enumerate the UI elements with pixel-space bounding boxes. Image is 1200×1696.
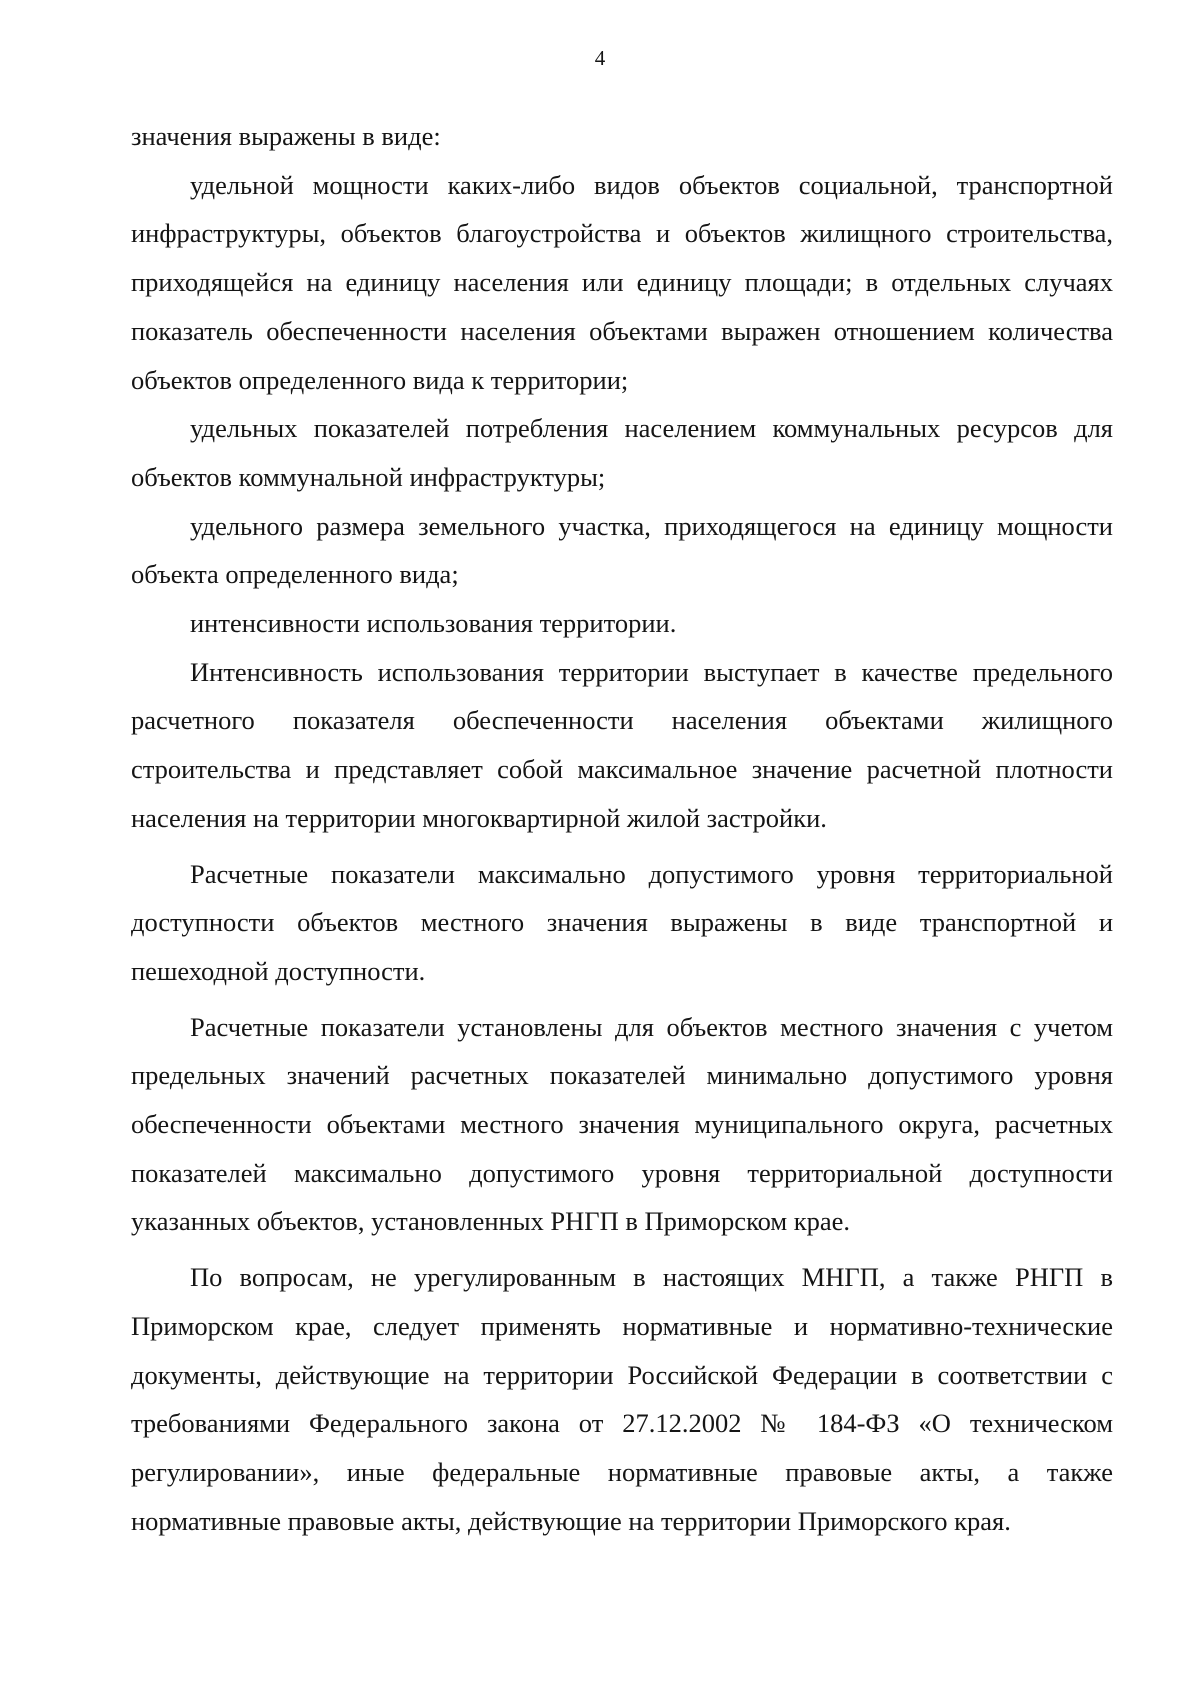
paragraph-specific-capacity: удельной мощности каких-либо видов объектов социальной, транспортной инфраструктуры, объектов благоустройства и объектов жилищного строительства, приходящейся на единицу населения или единицу площади; в отдельных случаях показатель обеспеченности населения объектами выражен отношением количества объектов определенного вида к территории; <box>131 169 1113 395</box>
paragraph-accessibility: Расчетные показатели максимально допустимого уровня территориальной доступности объектов местного значения выражены в виде транспортной и пешеходной доступности. <box>131 858 1113 986</box>
paragraph-consumption-indicators: удельных показателей потребления населением коммунальных ресурсов для объектов коммунальной инфраструктуры; <box>131 413 1113 492</box>
paragraph-regulatory-documents: По вопросам, не урегулированным в настоящих МНГП, а также РНГП в Приморском крае, следует применять нормативные и нормативно-технические документы, действующие на территории Российской Федерации в соответствии с требованиями Федерального закона от 27.12.2002 № 184-ФЗ «О техническом регулировании», иные федеральные нормативные правовые акты, а также нормативные правовые акты, действующие на территории Приморского края. <box>131 1262 1113 1536</box>
paragraph-usage-intensity: интенсивности использования территории. <box>190 608 677 639</box>
paragraph-continuation: значения выражены в виде: <box>131 121 441 151</box>
document-body <box>131 112 1113 1545</box>
page-number: 4 <box>594 46 606 70</box>
paragraph-intensity-definition: Интенсивность использования территории выступает в качестве предельного расчетного показателя обеспеченности населения объектами жилищного строительства и представляет собой максимальное значение расчетной плотности населения на территории многоквартирной жилой застройки. <box>131 656 1113 833</box>
paragraph-established-indicators: Расчетные показатели установлены для объектов местного значения с учетом предельных значений расчетных показателей минимально допустимого уровня обеспеченности объектами местного значения муниципального округа, расчетных показателей максимально допустимого уровня территориальной доступности указанных объектов, установленных РНГП в Приморском крае. <box>131 1011 1113 1237</box>
paragraph-land-plot-size: удельного размера земельного участка, приходящегося на единицу мощности объекта определенного вида; <box>131 510 1113 590</box>
